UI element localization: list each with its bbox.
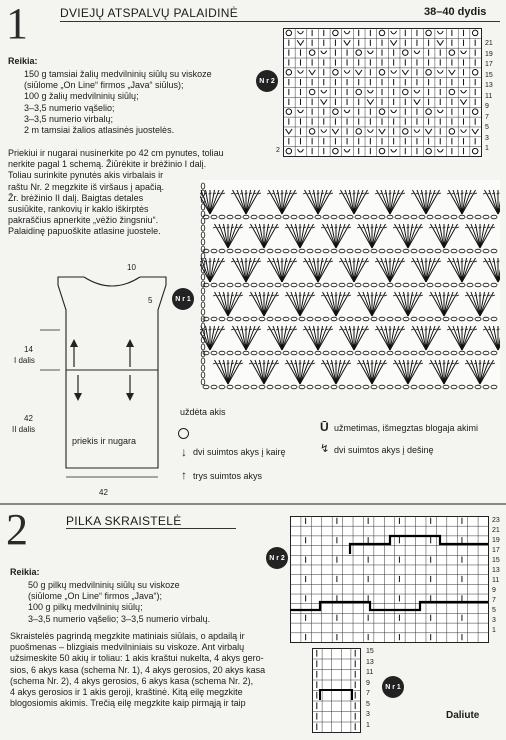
dim-bottom: 42: [99, 488, 108, 497]
instruction-line: susiūkite, rankovių ir kaklo iškirptės: [8, 204, 149, 215]
arrow-up-icon: ↑: [181, 468, 187, 482]
row-number: 1: [366, 721, 370, 729]
row-number: 21: [485, 40, 493, 47]
material-line: 3–3,5 numerio vąšelio; 3–3,5 numerio virbalų.: [28, 613, 211, 624]
row-number: 7: [366, 690, 370, 697]
row-number: 9: [366, 679, 370, 687]
chart-row-numbers-c: [366, 648, 374, 732]
section-1-number: 1: [6, 0, 28, 48]
cable-chart-nr2: [290, 516, 490, 644]
legend-item: trys suimtos akys: [193, 471, 263, 481]
materials-heading-1: Reikia:: [8, 56, 38, 66]
section-1-title: DVIEJŲ ATSPALVŲ PALAIDINĖ: [60, 6, 238, 20]
material-line: 100 g žalių medvilninių siūlų;: [24, 91, 139, 102]
row-number: 13: [366, 658, 374, 666]
scheme-badge-nr2-b: N r 2: [266, 547, 288, 569]
part2-label: II dalis: [12, 425, 36, 434]
instruction-line: blogosiomis akimis. Trečią eilę megzkite kaip pirmąją ir taip: [10, 698, 246, 709]
scheme-badge-nr1-b: N r 1: [382, 676, 404, 698]
row-number: 21: [492, 527, 500, 534]
material-line: 2 m tamsiai žalios atlasinės juostelės.: [24, 125, 175, 136]
row-number: 13: [492, 567, 500, 574]
row-number: 5: [485, 124, 489, 131]
instruction-line: (schema Nr. 2), 4 akys gerosios, 6 akys kasa (schema Nr. 2),: [10, 675, 254, 686]
row-number: 9: [485, 103, 489, 110]
row-number: 13: [485, 82, 493, 89]
chart-row-number-left: 2: [276, 147, 280, 154]
instruction-line: sios, 6 akys kasa (schema Nr. 1), 4 akys gerosios, 20 akys kasa: [10, 664, 266, 675]
row-number: 1: [492, 627, 496, 634]
legend-chain-label: uždėta akis: [180, 407, 226, 417]
material-line: (siūlome „On Line“ firmos „Java“);: [28, 591, 163, 602]
legend-item: dvi suimtos akys į dešinę: [334, 445, 434, 455]
instruction-line: 4 akys gerosios ir 1 akis geroji, kraštinė. Kitą eilę megzkite: [10, 687, 243, 698]
dim-part2: 42: [24, 414, 33, 423]
materials-heading-2: Reikia:: [10, 567, 40, 577]
size-label: 38–40 dydis: [424, 6, 487, 18]
scheme-badge-nr1: N r 1: [172, 288, 194, 310]
instruction-line: Priekiui ir nugarai nusinerkite po 42 cm pynutes, toliau: [8, 148, 224, 158]
material-line: 150 g tamsiai žalių medvilninių siūlų su viskoze: [24, 69, 212, 79]
row-number: 23: [492, 517, 500, 524]
footer-brand: Daliute: [446, 710, 480, 721]
row-number: 15: [492, 557, 500, 564]
row-number: 17: [492, 547, 500, 554]
material-line: (siūlome „On Line“ firmos „Java“ siūlus);: [24, 80, 184, 91]
row-number: 9: [492, 587, 496, 594]
cable-chart-nr1: [312, 648, 362, 734]
instruction-line: Toliau surinkite pynutės akis virbalais ir: [8, 170, 164, 181]
legend-item: užmetimas, išmegztas blogaja akimi: [334, 423, 479, 433]
material-line: 50 g pilkų medvilninių siūlų su viskoze: [28, 580, 180, 590]
section-2-title: PILKA SKRAISTELĖ: [66, 514, 182, 528]
section-2-number: 2: [6, 505, 28, 554]
garment-schematic: [0, 255, 200, 505]
title-rule-2: [66, 528, 236, 529]
row-number: 7: [492, 597, 496, 604]
row-number: 3: [485, 134, 489, 142]
row-number: 11: [485, 92, 493, 100]
material-line: 3–3,5 numerio virbalų;: [24, 113, 114, 124]
row-number: 15: [485, 71, 493, 79]
materials-list-1: [24, 69, 264, 136]
row-number: 19: [485, 50, 493, 58]
legend-item: dvi suimtos akys į kairę: [193, 447, 286, 457]
materials-list-2: [28, 580, 258, 625]
instruction-line: pakraščius apnerkite „vėžio žingsniu“.: [8, 215, 159, 226]
chart-row-numbers: [485, 40, 493, 156]
dim-shoulder: 5: [148, 296, 153, 305]
instruction-line: puošmenas – blizgiais medvilniniais su viskoze. Ant virbalų: [10, 642, 245, 653]
row-number: 7: [485, 113, 489, 121]
yarn-over-icon: Ū: [320, 420, 329, 434]
chart-grid: [283, 28, 482, 157]
instruction-line: Palaidinę papuoškite atlasine juostele.: [8, 226, 161, 237]
row-number: 3: [492, 617, 496, 624]
instruction-line: Skraistelės pagrindą megzkite matiniais siūlais, o apdailą ir: [10, 631, 245, 641]
instruction-line: raštu Nr. 2 megzkite iš viršaus į apačią.: [8, 181, 165, 192]
dim-top: 10: [127, 263, 136, 272]
body-label: priekis ir nugara: [72, 436, 137, 446]
crochet-chart-nr1: [200, 180, 500, 390]
instruction-line: Žr. brėžinio II dalį. Baigtas detales: [8, 192, 144, 203]
chain-circle-icon: [178, 428, 189, 439]
instructions-2: [10, 631, 280, 709]
part1-label: I dalis: [14, 356, 35, 365]
section-divider: [0, 503, 506, 505]
row-number: 11: [492, 577, 500, 584]
row-number: 1: [485, 145, 489, 152]
chart-row-numbers-b: [492, 517, 500, 637]
row-number: 19: [492, 537, 500, 544]
row-number: 3: [366, 711, 370, 718]
row-number: 11: [366, 669, 374, 676]
dim-part1: 14: [24, 345, 33, 354]
instruction-line: nerkite pagal 1 schemą. Žiūrėkite ir brėžinio I dalį.: [8, 159, 207, 170]
instruction-line: užsimeskite 50 akių ir toliau: 1 akis kraštui nukelta, 4 akys gero-: [10, 653, 264, 664]
row-number: 5: [492, 607, 496, 614]
header-rule: [60, 21, 500, 22]
arrow-down-icon: ↓: [181, 445, 187, 459]
decrease-right-icon: ↯: [320, 443, 330, 455]
knitting-chart-nr2: [283, 28, 483, 158]
row-number: 5: [366, 700, 370, 708]
scheme-badge-nr2: N r 2: [256, 70, 278, 92]
row-number: 17: [485, 61, 493, 68]
material-line: 100 g pilkų medvilninių siūlų;: [28, 602, 143, 613]
material-line: 3–3,5 numerio vąšelio;: [24, 102, 115, 113]
row-number: 15: [366, 648, 374, 655]
